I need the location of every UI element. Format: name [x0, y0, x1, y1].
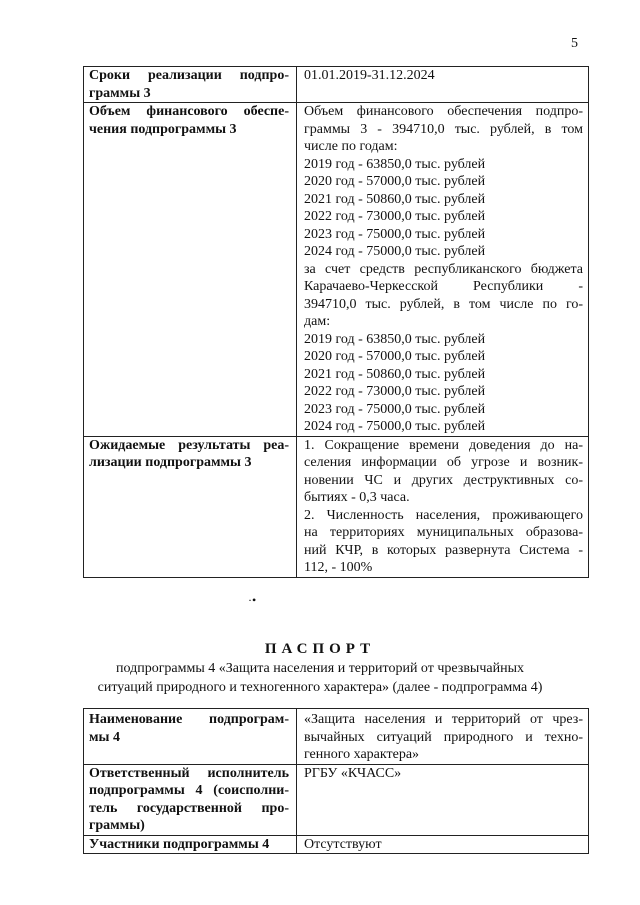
label-line: Сроки реализации подпро-: [89, 68, 289, 83]
label-line: лизации подпрограммы 3: [89, 455, 252, 470]
table-row-period: [84, 67, 589, 103]
value-line: «Защита населения и территорий от чрез-: [304, 712, 583, 727]
value-line: 2022 год - 73000,0 тыс. рублей: [304, 384, 486, 399]
value-line: 1. Сокращение времени доведения до на-: [304, 437, 583, 453]
row-value-period: [297, 67, 589, 103]
row-label-responsible: [84, 764, 297, 835]
row-value-participants: [297, 835, 589, 854]
table-row-responsible: [84, 764, 589, 835]
label-line: чения подпрограммы 3: [89, 121, 237, 137]
page-number: 5: [571, 36, 578, 51]
value-line: дам:: [304, 314, 331, 329]
value-line: на территориях муниципальных образова-: [304, 525, 583, 540]
value-line: числе по годам:: [304, 139, 398, 154]
subprogram-4-passport-table: [83, 708, 589, 854]
row-value-responsible: [297, 764, 589, 835]
value-line: 2019 год - 63850,0 тыс. рублей: [304, 331, 486, 347]
value-line: 2021 год - 50860,0 тыс. рублей: [304, 366, 486, 382]
value-line: 2022 год - 73000,0 тыс. рублей: [304, 209, 486, 224]
value-line: РГБУ «КЧАСС»: [304, 765, 402, 781]
value-line: 2024 год - 75000,0 тыс. рублей: [304, 419, 486, 434]
value-line: Объем финансового обеспечения подпро-: [304, 104, 583, 119]
table-row-participants: [84, 835, 589, 854]
value-line: 2023 год - 75000,0 тыс. рублей: [304, 226, 486, 242]
row-label-participants: [84, 835, 297, 854]
label-line: граммы): [89, 818, 145, 833]
value-line: 2020 год - 57000,0 тыс. рублей: [304, 174, 486, 189]
row-label-funding: [84, 103, 297, 437]
value-line: 112, - 100%: [304, 560, 373, 575]
label-line: Наименование подпрограм-: [89, 712, 289, 727]
value-line: бытиях - 0,3 часа.: [304, 490, 410, 505]
row-value-name: [297, 709, 589, 765]
passport-title: ПАСПОРТ: [264, 641, 376, 657]
value-line: 2. Численность населения, проживающего: [304, 507, 583, 523]
table-row-funding: [84, 103, 589, 437]
value-line: вычайных ситуаций природного и техно-: [304, 729, 583, 745]
label-line: граммы 3: [89, 85, 151, 101]
value-line: 2021 год - 50860,0 тыс. рублей: [304, 191, 486, 207]
table-row-results: [84, 436, 589, 577]
value-line: ний КЧР, в которых развернута Система -: [304, 542, 583, 558]
value-line: генного характера»: [304, 747, 420, 762]
label-line: тель государственной про-: [89, 800, 289, 816]
subtitle-line: подпрограммы 4 «Защита населения и территорий от чрезвычайных: [115, 661, 524, 676]
label-line: мы 4: [89, 729, 120, 745]
value-line: 2024 год - 75000,0 тыс. рублей: [304, 244, 486, 259]
value-line: Отсутствуют: [304, 836, 382, 852]
value-line: селения информации об угрозе и возник-: [304, 455, 583, 470]
label-line: подпрограммы 4 (соисполни-: [89, 783, 289, 798]
subtitle-line: ситуаций природного и техногенного характера» (далее - подпрограмма 4): [97, 680, 543, 695]
value-line: Карачаево-Черкесской Республики -: [304, 279, 583, 294]
value-line: 2023 год - 75000,0 тыс. рублей: [304, 401, 486, 417]
label-line: Ответственный исполнитель: [89, 765, 289, 781]
label-line: Объем финансового обеспе-: [89, 104, 289, 119]
value-line: новении ЧС и других деструктивных со-: [304, 472, 583, 488]
value-line: за счет средств республиканского бюджета: [304, 261, 583, 277]
table-row-name: [84, 709, 589, 765]
row-label-results: [84, 436, 297, 577]
row-label-name: [84, 709, 297, 765]
value-line: 2019 год - 63850,0 тыс. рублей: [304, 156, 486, 172]
row-value-results: [297, 436, 589, 577]
value-line: 394710,0 тыс. рублей, в том числе по го-: [304, 296, 583, 312]
value-line: 2020 год - 57000,0 тыс. рублей: [304, 349, 486, 364]
label-line: Ожидаемые результаты реа-: [89, 437, 289, 453]
value-line: граммы 3 - 394710,0 тыс. рублей, в том: [304, 121, 583, 137]
passport-subtitle: [0, 659, 640, 697]
subprogram-3-passport-table: [83, 66, 589, 578]
value-line: 01.01.2019-31.12.2024: [304, 68, 435, 83]
row-label-period: [84, 67, 297, 103]
row-value-funding: [297, 103, 589, 437]
stray-dot-mark: ·•: [248, 593, 257, 607]
label-line: Участники подпрограммы 4: [89, 836, 270, 852]
